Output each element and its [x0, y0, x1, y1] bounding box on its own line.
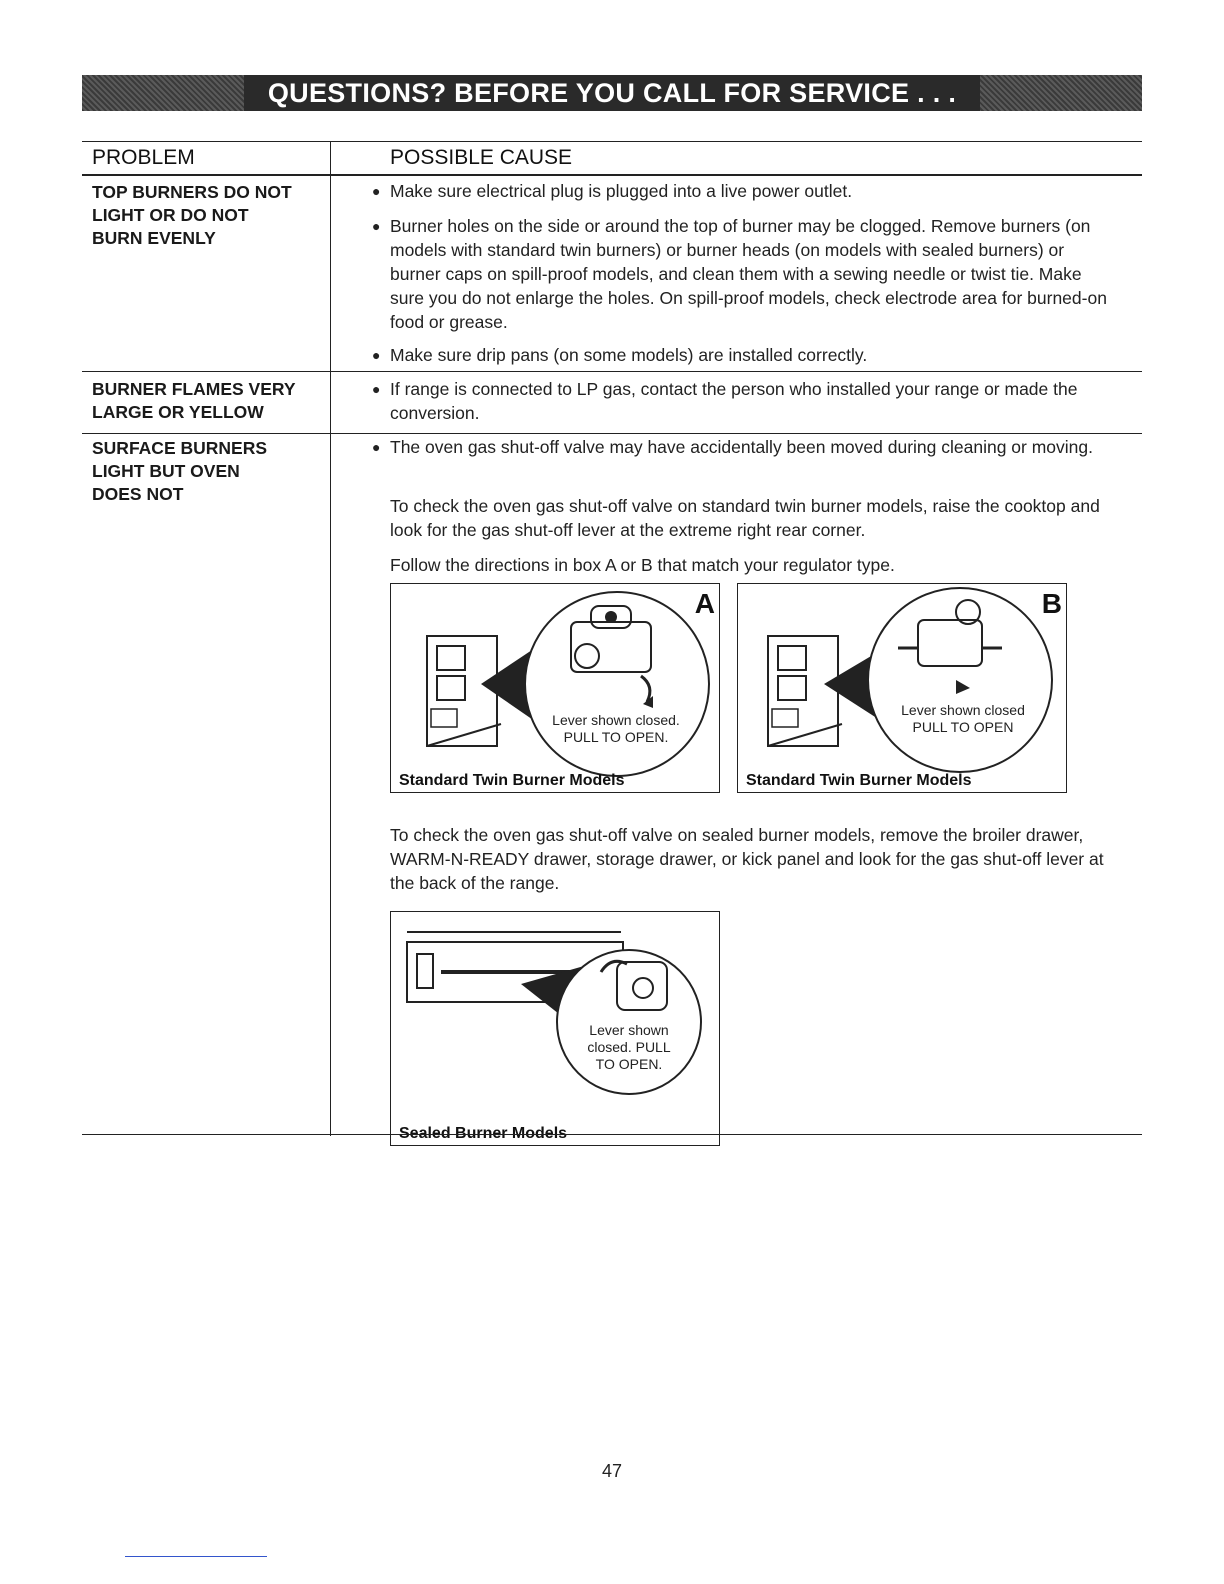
twin-burner-instructions: To check the oven gas shut-off valve on standard twin burner models, raise the cooktop and look for the gas shut-off lever at the extreme right rear corner. — [390, 496, 1100, 540]
figure-a-note-line-2: PULL TO OPEN. — [563, 729, 669, 745]
row-rule-2 — [82, 433, 1142, 434]
column-divider — [330, 141, 331, 1136]
cause-row-1-item-3 — [372, 343, 1110, 367]
cause-text: The oven gas shut-off valve may have accidentally been moved during cleaning or moving. — [390, 437, 1093, 457]
figure-c-note-line-2: closed. PULL — [587, 1039, 671, 1055]
figure-b-caption: Standard Twin Burner Models — [746, 772, 972, 789]
cause-text: Make sure drip pans (on some models) are installed correctly. — [390, 345, 868, 365]
footer-line — [125, 1556, 267, 1557]
figure-b-illustration — [738, 584, 1066, 792]
bullet-icon: ● — [372, 183, 381, 199]
figure-c — [390, 911, 720, 1146]
table-header-rule — [82, 174, 1142, 176]
problem-header: PROBLEM — [92, 146, 195, 169]
cause-row-1-item-1 — [372, 179, 1110, 203]
problem-row-3-line-1: SURFACE BURNERS — [92, 438, 268, 458]
figure-b-note — [888, 702, 1038, 736]
figure-b — [737, 583, 1067, 793]
figure-c-note — [579, 1022, 679, 1073]
problem-row-3 — [92, 437, 324, 506]
page-number: 47 — [601, 1461, 623, 1481]
problem-row-2-line-1: BURNER FLAMES VERY — [92, 379, 296, 399]
table-top-rule — [82, 141, 1142, 142]
figure-c-caption: Sealed Burner Models — [399, 1125, 568, 1142]
figure-a-illustration — [391, 584, 719, 792]
page-banner — [82, 75, 1142, 111]
figure-a-letter: A — [694, 588, 715, 619]
figure-a-note-line-1: Lever shown closed. — [552, 712, 680, 728]
cause-row-2-item-1 — [372, 377, 1110, 425]
bullet-icon: ● — [372, 347, 381, 363]
figure-b-letter: B — [1041, 588, 1062, 619]
problem-row-1-line-1: TOP BURNERS DO NOT — [92, 182, 292, 202]
figure-a-caption: Standard Twin Burner Models — [399, 772, 625, 789]
row-rule-1 — [82, 371, 1142, 372]
cause-text: If range is connected to LP gas, contact the person who installed your range or made the conversion. — [390, 379, 1078, 423]
figure-b-note-line-1: Lever shown closed — [901, 702, 1025, 718]
figure-a-note — [541, 712, 691, 746]
bullet-icon: ● — [372, 381, 381, 397]
problem-row-2 — [92, 378, 324, 424]
regulator-directions: Follow the directions in box A or B that match your regulator type. — [390, 555, 895, 575]
cause-row-3-item-1 — [372, 435, 1110, 459]
problem-row-1-line-2: LIGHT OR DO NOT — [92, 205, 249, 225]
banner-title: QUESTIONS? BEFORE YOU CALL FOR SERVICE . . . — [244, 75, 980, 111]
sealed-burner-instructions: To check the oven gas shut-off valve on sealed burner models, remove the broiler drawer, WARM-N-READY drawer, storage drawer, or kick panel and look for the gas shut-off lever at the back of the range. — [390, 825, 1104, 893]
figure-c-note-line-1: Lever shown — [589, 1022, 669, 1038]
problem-row-3-line-3: DOES NOT — [92, 484, 184, 504]
figure-b-note-line-2: PULL TO OPEN — [912, 719, 1014, 735]
figure-a — [390, 583, 720, 793]
cause-header: POSSIBLE CAUSE — [390, 146, 573, 169]
cause-row-1-item-2 — [372, 214, 1110, 334]
bullet-icon: ● — [372, 218, 381, 234]
cause-text: Burner holes on the side or around the top of burner may be clogged. Remove burners (on models with standard twin burners) or burner heads (on models with sealed burners) or burner caps on spill-proof models, and clean them with a sewing needle or twist tie. Make sure you do not enlarge the holes. On spill-proof models, check electrode area for burned-on food or grease. — [390, 216, 1107, 332]
problem-row-2-line-2: LARGE OR YELLOW — [92, 402, 264, 422]
problem-row-1-line-3: BURN EVENLY — [92, 228, 216, 248]
cause-text: Make sure electrical plug is plugged into a live power outlet. — [390, 181, 853, 201]
problem-row-1 — [92, 181, 324, 250]
problem-row-3-line-2: LIGHT BUT OVEN — [92, 461, 240, 481]
bullet-icon: ● — [372, 439, 381, 455]
table-bottom-rule — [82, 1134, 1142, 1135]
figure-c-note-line-3: TO OPEN. — [595, 1056, 663, 1072]
